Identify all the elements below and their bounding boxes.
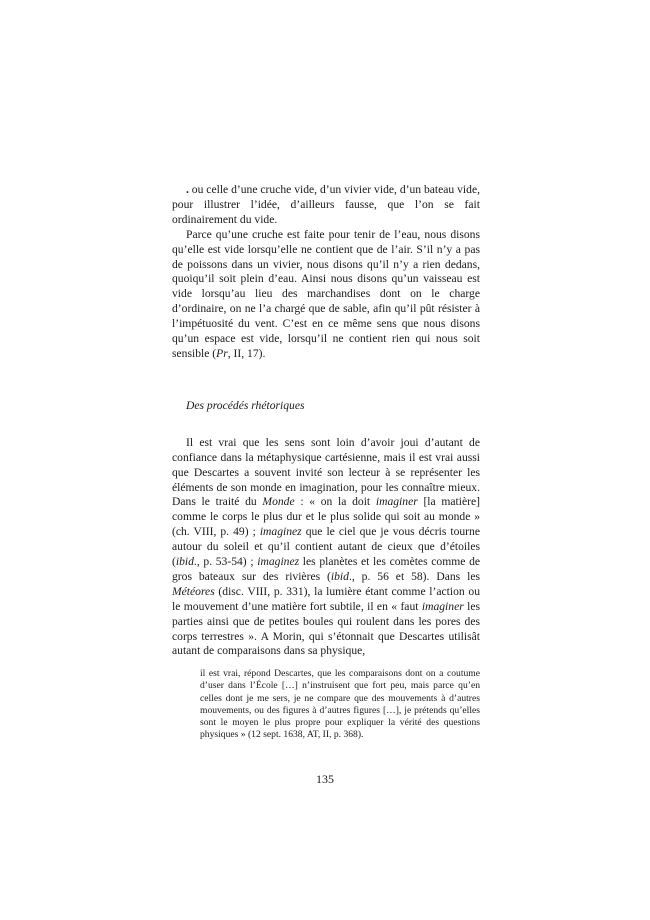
paragraph-continuation: . ou celle d’une cruche vide, d’un vivier vide, d’un bateau vide, pour illustrer l’idée, d’ailleurs fausse, que l’on se fait ordinairement du vide. [172, 183, 480, 226]
bullet-mark: . [186, 183, 189, 196]
body-text [172, 183, 480, 741]
paragraph-cruche: Parce qu’une cruche est faite pour tenir de l’eau, nous disons qu’elle est vide lorsqu’elle ne contient que de l’air. S’il n’y a pas de poissons dans un vivier, nous disons qu’il n’y a rien dedans, quoiqu’il soit plein d’eau. Ainsi nous disons qu’un vaisseau est vide lorsqu’au lieu des marchandises dont on le charge d’ordinaire, on ne l’a chargé que de sable, afin qu’il pût résister à l’impétuosité du vent. C’est en ce même sens que nous disons qu’un espace est vide, lorsqu’il ne contient rien qui nous soit sensible (Pr, II, 17). [172, 227, 480, 360]
page-number: 135 [316, 772, 334, 786]
section-heading: Des procédés rhétoriques [186, 398, 305, 412]
block-quote: il est vrai, répond Descartes, que les comparaisons dont on a coutume d’user dans l’École […] n’instruisent que fort peu, mais parce qu’en celles dont je me sers, je ne compare que des mouvements à d’autres mouvements, ou des figures à d’autres figures […], je prétends qu’elles sont le moyen le plus propre pour expliquer la vérité des questions physiques » (12 sept. 1638, AT, II, p. 368). [200, 668, 480, 740]
paragraph-sens: Il est vrai que les sens sont loin d’avoir joui d’autant de confiance dans la métaphysique cartésienne, mais il est vrai aussi que Descartes a souvent invité son lecteur à se représenter les éléments de son monde en imagination, pour les connaître mieux. Dans le traité du Monde : « on la doit imaginer [la matière] comme le corps le plus dur et le plus solide qui soit au monde » (ch. VIII, p. 49) ; imaginez que le ciel que je vous décris tourne autour du soleil et qu’il contient autant de cieux que d’étoiles (ibid., p. 53-54) ; imaginez les planètes et les comètes comme de gros bateaux sur des rivières (ibid., p. 56 et 58). Dans les Météores (disc. VIII, p. 331), la lumière étant comme l’action ou le mouvement d’une matière fort subtile, il en « faut imaginer les parties ainsi que de petites boules qui roulent dans les pores des corps terrestres ». A Morin, qui s’étonnait que Descartes utilisât autant de comparaisons dans sa physique, [172, 435, 481, 658]
